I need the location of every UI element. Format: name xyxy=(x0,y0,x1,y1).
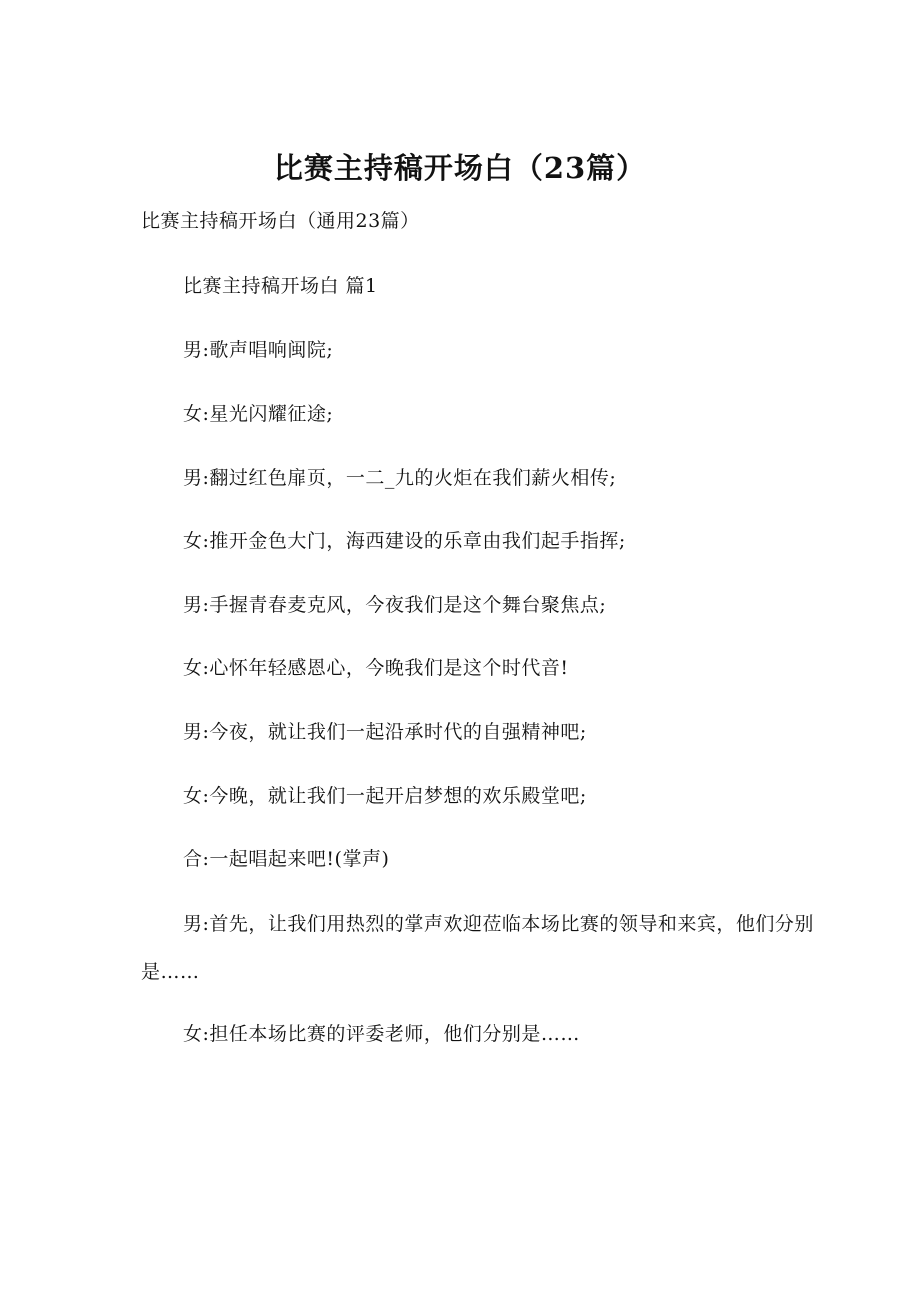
paragraph: 女:推开金色大门，海西建设的乐章由我们起手指挥; xyxy=(183,530,626,552)
paragraph: 女:心怀年轻感恩心，今晚我们是这个时代音! xyxy=(183,657,569,679)
section-heading: 比赛主持稿开场白 篇1 xyxy=(183,275,378,297)
paragraph: 女:星光闪耀征途; xyxy=(183,403,334,425)
document-title: 比赛主持稿开场白（23篇） xyxy=(273,151,647,185)
paragraph: 合:一起唱起来吧!(掌声) xyxy=(183,848,390,870)
paragraph: 男:今夜，就让我们一起沿承时代的自强精神吧; xyxy=(183,721,587,743)
paragraph: 男:歌声唱响闽院; xyxy=(183,339,334,361)
paragraph: 男:翻过红色扉页，一二_九的火炬在我们薪火相传; xyxy=(183,467,617,489)
long-paragraph: 男:首先，让我们用热烈的掌声欢迎莅临本场比赛的领导和来宾，他们分别是…… xyxy=(141,913,814,983)
paragraph: 女:今晚，就让我们一起开启梦想的欢乐殿堂吧; xyxy=(183,785,587,807)
document-subtitle: 比赛主持稿开场白（通用23篇） xyxy=(141,210,420,232)
paragraph: 男:手握青春麦克风，今夜我们是这个舞台聚焦点; xyxy=(183,594,607,616)
last-paragraph: 女:担任本场比赛的评委老师，他们分别是…… xyxy=(183,1023,580,1045)
